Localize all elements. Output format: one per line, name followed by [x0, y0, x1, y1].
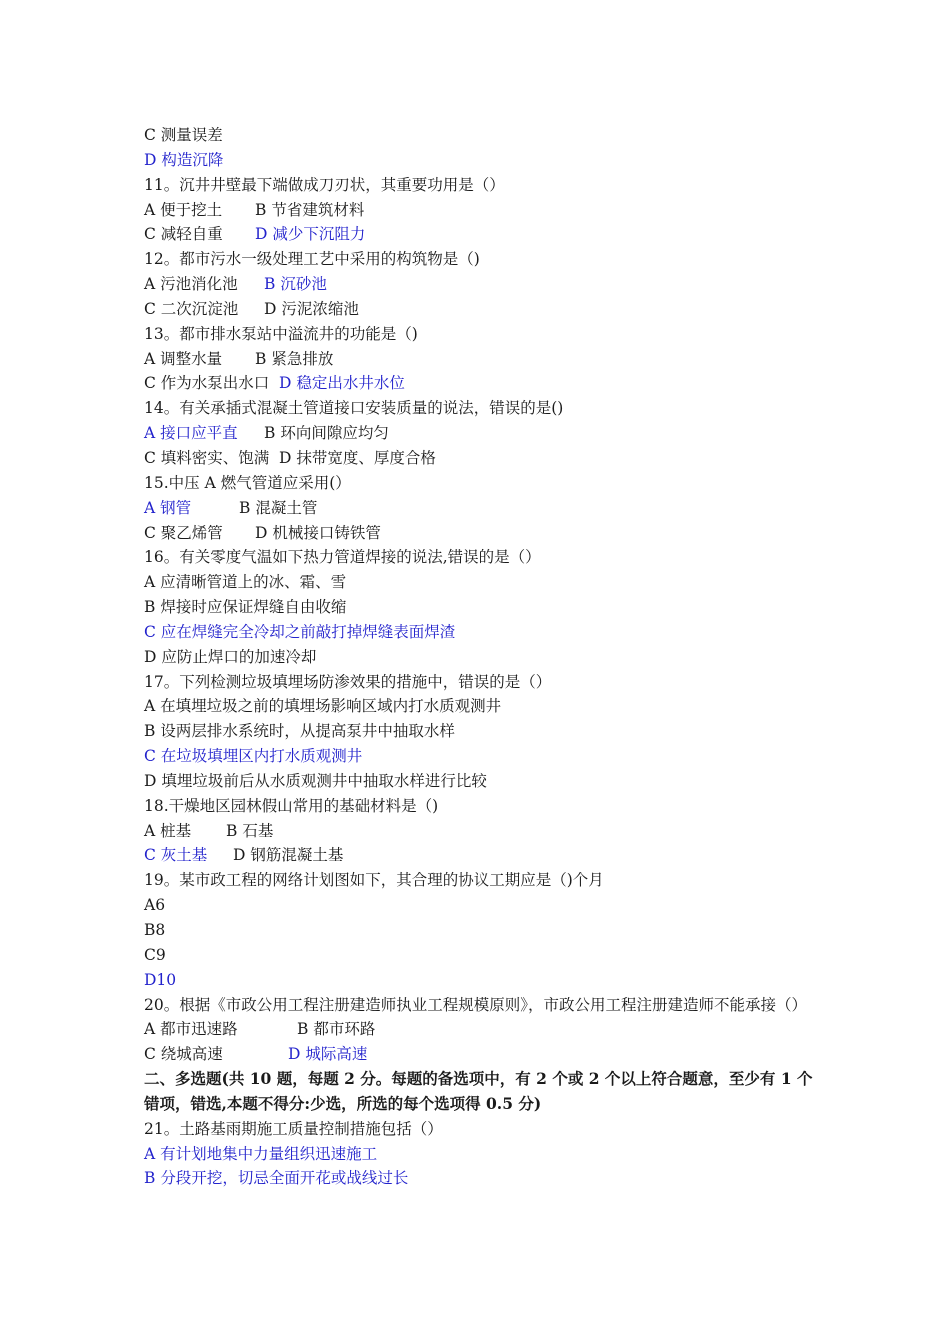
line-text: D 应防止焊口的加速冷却	[144, 647, 317, 666]
line-text: 21。土路基雨期施工质量控制措施包括（）	[144, 1119, 443, 1138]
text-line	[144, 819, 814, 844]
answer-text: C 应在焊缝完全冷却之前敲打掉焊缝表面焊渣	[144, 622, 456, 641]
text-line	[144, 570, 814, 595]
text-line	[144, 843, 814, 868]
text-line	[144, 1142, 814, 1167]
line-text: C 绕城高速	[144, 1045, 223, 1064]
line-text: A 污池消化池	[144, 275, 238, 294]
text-line	[144, 545, 814, 570]
line-text: B8	[144, 921, 166, 939]
line-text: B 紧急排放	[255, 349, 334, 368]
text-line	[144, 744, 814, 769]
text-line	[144, 1042, 814, 1067]
text-line	[144, 968, 814, 993]
answer-text: B 分段开挖，切忌全面开花或战线过长	[144, 1169, 409, 1188]
text-line	[144, 893, 814, 918]
line-text: 12。都市污水一级处理工艺中采用的构筑物是（)	[144, 250, 480, 269]
line-text: C9	[144, 945, 166, 964]
answer-text: B 沉砂池	[264, 275, 327, 294]
line-text: B 石基	[226, 821, 274, 840]
line-text: D 填埋垃圾前后从水质观测井中抽取水样进行比较	[144, 771, 487, 790]
text-line	[144, 496, 814, 521]
line-text: A 在填埋垃圾之前的填埋场影响区域内打水质观测井	[144, 697, 502, 716]
text-line	[144, 694, 814, 719]
line-text: D 钢筋混凝土基	[233, 846, 344, 865]
text-line	[144, 347, 814, 372]
text-line	[144, 222, 814, 247]
answer-text: D 构造沉降	[144, 150, 224, 169]
text-line	[144, 272, 814, 297]
section-heading	[144, 1067, 814, 1117]
text-line	[144, 645, 814, 670]
line-text: C 聚乙烯管	[144, 523, 223, 542]
answer-text: D10	[144, 970, 177, 989]
document-body	[144, 123, 814, 1191]
answer-text: D 稳定出水井水位	[279, 374, 405, 393]
line-text: 14。有关承插式混凝土管道接口安装质量的说法，错误的是()	[144, 399, 564, 418]
line-text: B 环向间隙应均匀	[264, 424, 389, 443]
line-text: C 作为水泵出水口	[144, 374, 270, 393]
text-line	[144, 247, 814, 272]
line-text: B 混凝土管	[239, 498, 318, 517]
text-line	[144, 521, 814, 546]
answer-text: C 灰土基	[144, 846, 208, 865]
line-text: B 节省建筑材料	[255, 200, 365, 219]
text-line	[144, 371, 814, 396]
answer-text: D 减少下沉阻力	[255, 225, 366, 244]
answer-text: C 在垃圾填埋区内打水质观测井	[144, 747, 363, 766]
text-line	[144, 198, 814, 223]
text-line	[144, 1017, 814, 1042]
text-line	[144, 719, 814, 744]
line-text: 17。下列检测垃圾填埋场防渗效果的措施中，错误的是（）	[144, 672, 552, 691]
line-text: A 桩基	[144, 821, 192, 840]
text-line	[144, 297, 814, 322]
line-text: 19。某市政工程的网络计划图如下，其合理的协议工期应是（)个月	[144, 871, 604, 890]
line-text: B 焊接时应保证焊缝自由收缩	[144, 598, 347, 617]
line-text: C 二次沉淀池	[144, 299, 239, 318]
line-text: 15.中压 A 燃气管道应采用(）	[144, 473, 351, 492]
text-line	[144, 1117, 814, 1142]
answer-text: A 接口应平直	[144, 424, 238, 443]
line-text: D 抹带宽度、厚度合格	[279, 448, 436, 467]
line-text: A6	[144, 896, 166, 915]
text-line	[144, 396, 814, 421]
text-line	[144, 1166, 814, 1191]
text-line	[144, 868, 814, 893]
text-line	[144, 943, 814, 968]
line-text: 18.干燥地区园林假山常用的基础材料是（)	[144, 796, 439, 815]
answer-text: D 城际高速	[288, 1045, 368, 1064]
line-text: A 都市迅速路	[144, 1020, 238, 1039]
line-text: D 机械接口铸铁管	[255, 523, 381, 542]
text-line	[144, 173, 814, 198]
line-text: 16。有关零度气温如下热力管道焊接的说法,错误的是（）	[144, 548, 541, 567]
line-text: D 污泥浓缩池	[264, 299, 359, 318]
text-line	[144, 322, 814, 347]
text-line	[144, 421, 814, 446]
text-line	[144, 769, 814, 794]
line-text: A 应清晰管道上的冰、霜、雪	[144, 573, 347, 592]
line-text: B 都市环路	[297, 1020, 376, 1039]
line-text: 13。都市排水泵站中溢流井的功能是（)	[144, 324, 418, 343]
text-line	[144, 918, 814, 943]
text-line	[144, 620, 814, 645]
line-text: C 减轻自重	[144, 225, 223, 244]
text-line	[144, 471, 814, 496]
text-line	[144, 595, 814, 620]
text-line	[144, 446, 814, 471]
answer-text: A 钢管	[144, 498, 192, 517]
line-text: A 便于挖土	[144, 200, 223, 219]
text-line	[144, 148, 814, 173]
line-text: 20。根据《市政公用工程注册建造师执业工程规模原则》，市政公用工程注册建造师不能承接（）	[144, 995, 807, 1014]
line-text: 二、多选题(共 10 题，每题 2 分。每题的备选项中，有 2 个或 2 个以上符合题意，至少有 1 个错项，错选,本题不得分:少选，所选的每个选项得 0.5 分)	[144, 1069, 813, 1113]
answer-text: A 有计划地集中力量组织迅速施工	[144, 1144, 378, 1163]
line-text: A 调整水量	[144, 349, 223, 368]
text-line	[144, 993, 814, 1018]
text-line	[144, 670, 814, 695]
line-text: C 测量误差	[144, 126, 223, 144]
line-text: B 设两层排水系统时，从提高泵井中抽取水样	[144, 722, 455, 741]
line-text: 11。沉井井壁最下端做成刀刃状，其重要功用是（）	[144, 175, 505, 194]
text-line	[144, 794, 814, 819]
line-text: C 填料密实、饱满	[144, 448, 270, 467]
text-line	[144, 123, 814, 148]
